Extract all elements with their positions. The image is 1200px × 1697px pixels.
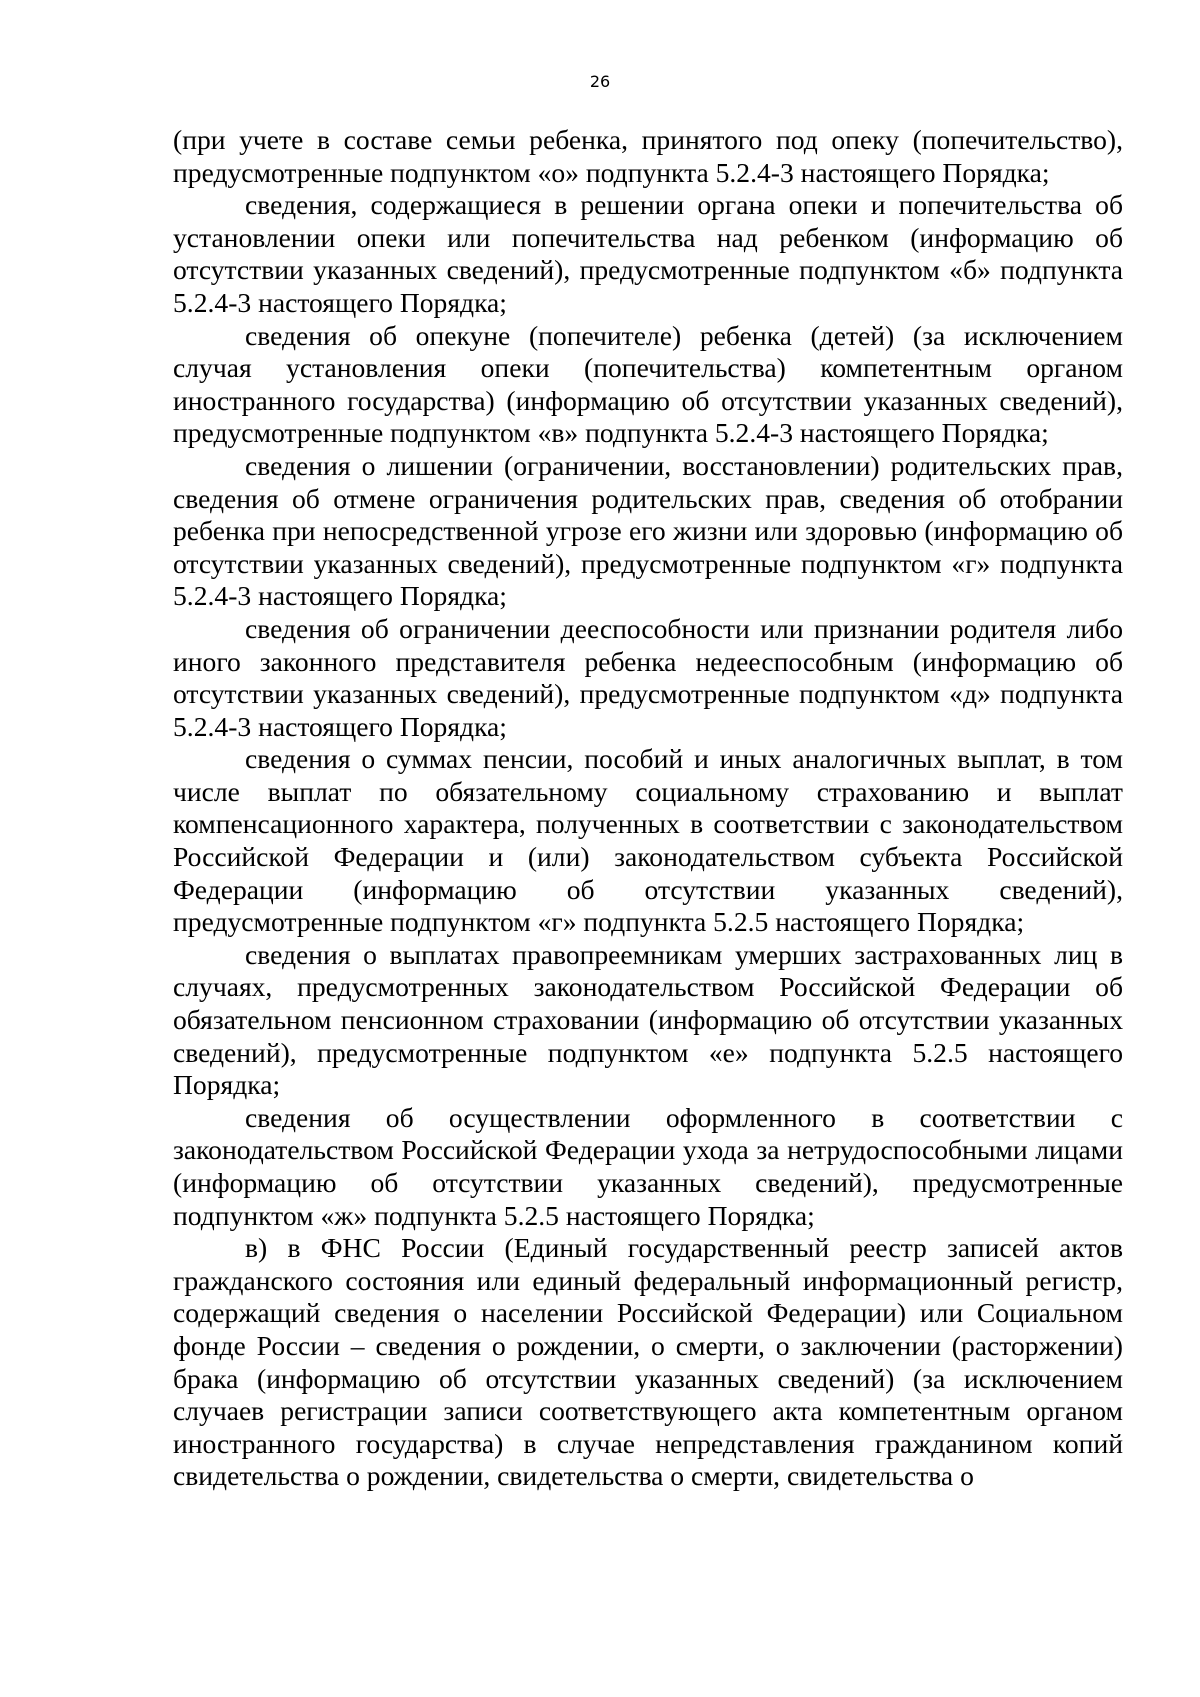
paragraph-guardianship-decision: сведения, содержащиеся в решении органа опеки и попечительства об установлении опеки или попечительства над ребенком (информацию об отсутствии указанных сведений), предусмотренные подпунктом «б» подпункта 5.2.4-3 настоящего Порядка; — [173, 189, 1123, 318]
document-body — [173, 124, 1123, 1493]
paragraph-guardian-info: сведения об опекуне (попечителе) ребенка (детей) (за исключением случая установления опеки (попечительства) компетентным органом иностранного государства) (информацию об отсутствии указанных сведений), предусмотренные подпунктом «в» подпункта 5.2.4-3 настоящего Порядка; — [173, 319, 1123, 449]
paragraph-parental-rights: сведения о лишении (ограничении, восстановлении) родительских прав, сведения об отмене ограничения родительских прав, сведения об отобрании ребенка при непосредственной угрозе его жизни или здоровью (информацию об отсутствии указанных сведений), предусмотренные подпунктом «г» подпункта 5.2.4-3 настоящего Порядка; — [173, 449, 1123, 612]
paragraph-fns-civil-registry: в) в ФНС России (Единый государственный реестр записей актов гражданского состояния или единый федеральный информационный регистр, содержащий сведения о населении Российской Федерации) или Социальном фонде России – сведения о рождении, о смерти, о заключении (расторжении) брака (информацию об отсутствии указанных сведений) (за исключением случаев регистрации записи соответствующего акта компетентным органом иностранного государства) в случае непредставления гражданином копий свидетельства о рождении, свидетельства о смерти, свидетельства о — [173, 1232, 1123, 1492]
paragraph-care-disabled: сведения об осуществлении оформленного в соответствии с законодательством Российской Федерации ухода за нетрудоспособными лицами (информацию об отсутствии указанных сведений), предусмотренные подпунктом «ж» подпункта 5.2.5 настоящего Порядка; — [173, 1101, 1123, 1231]
page-number: 26 — [589, 72, 611, 91]
paragraph-successor-payments: сведения о выплатах правопреемникам умерших застрахованных лиц в случаях, предусмотренных законодательством Российской Федерации об обязательном пенсионном страховании (информацию об отсутствии указанных сведений), предусмотренные подпунктом «е» подпункта 5.2.5 настоящего Порядка; — [173, 938, 1123, 1101]
paragraph-pension-amounts: сведения о суммах пенсии, пособий и иных аналогичных выплат, в том числе выплат по обязательному социальному страхованию и выплат компенсационного характера, полученных в соответствии с законодательством Российской Федерации и (или) законодательством субъекта Российской Федерации (информацию об отсутствии указанных сведений), предусмотренные подпунктом «г» подпункта 5.2.5 настоящего Порядка; — [173, 743, 1123, 938]
paragraph-legal-capacity: сведения об ограничении дееспособности или признании родителя либо иного законного представителя ребенка недееспособным (информацию об отсутствии указанных сведений), предусмотренные подпунктом «д» подпункта 5.2.4-3 настоящего Порядка; — [173, 612, 1123, 742]
paragraph-continuation: (при учете в составе семьи ребенка, принятого под опеку (попечительство), предусмотренные подпунктом «о» подпункта 5.2.4-3 настоящего Порядка; — [173, 124, 1123, 188]
